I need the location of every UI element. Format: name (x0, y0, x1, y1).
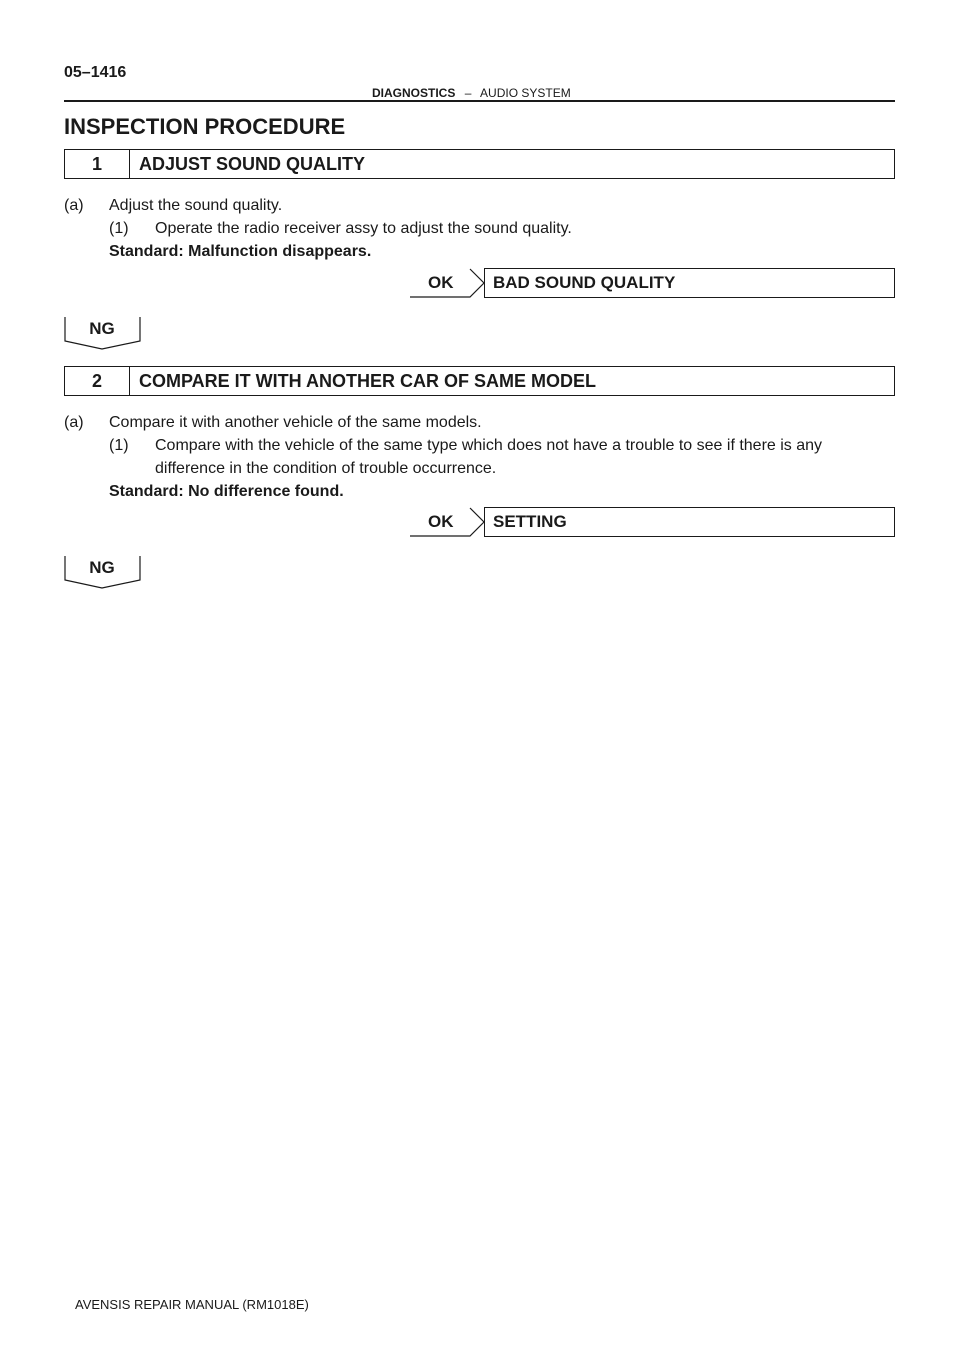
running-head-separator: – (464, 86, 472, 100)
running-head-subsection: AUDIO SYSTEM (480, 86, 571, 100)
step-1-sub-text: Operate the radio receiver assy to adjust the sound quality. (155, 220, 572, 237)
step-1-ng-label: NG (89, 319, 115, 338)
step-2-ok-label: OK (428, 512, 454, 531)
header-rule (64, 100, 895, 102)
running-head-section: DIAGNOSTICS (372, 86, 456, 100)
step-1-standard: Standard: Malfunction disappears. (109, 243, 372, 260)
step-2-sub-text-line-2: difference in the condition of trouble occurrence. (155, 460, 497, 477)
step-2-number: 2 (65, 367, 130, 395)
step-1-ok-result: BAD SOUND QUALITY (493, 273, 676, 292)
step-1-header (64, 149, 895, 179)
step-2-sub-marker: (1) (109, 437, 129, 454)
step-2-sub-text-line-1: Compare with the vehicle of the same type which does not have a trouble to see if there is any (155, 437, 823, 454)
step-1-item-marker: (a) (64, 197, 84, 214)
step-1-ok-result-box (484, 268, 895, 298)
step-1-number: 1 (65, 150, 130, 178)
step-2-header (64, 366, 895, 396)
step-2-ok-branch (410, 507, 895, 537)
step-2-ng-branch (64, 555, 144, 589)
step-1-ng-branch (64, 316, 144, 350)
step-1-title: ADJUST SOUND QUALITY (139, 154, 366, 174)
step-2-standard: Standard: No difference found. (109, 483, 344, 500)
running-head (372, 86, 571, 100)
step-1-item-text: Adjust the sound quality. (109, 197, 283, 214)
step-2-ng-label: NG (89, 558, 115, 577)
step-1-ok-branch (410, 268, 895, 298)
page-number: 05–1416 (64, 64, 127, 81)
step-2-item-text: Compare it with another vehicle of the same models. (109, 414, 482, 431)
step-1-ok-label: OK (428, 273, 454, 292)
step-2-title: COMPARE IT WITH ANOTHER CAR OF SAME MODEL (139, 371, 596, 391)
manual-footer: AVENSIS REPAIR MANUAL (RM1018E) (75, 1297, 309, 1312)
step-2-item-marker: (a) (64, 414, 84, 431)
step-2-ok-result-box (484, 507, 895, 537)
step-1-sub-marker: (1) (109, 220, 129, 237)
page-title: INSPECTION PROCEDURE (64, 114, 346, 139)
step-2-ok-result: SETTING (493, 512, 567, 531)
